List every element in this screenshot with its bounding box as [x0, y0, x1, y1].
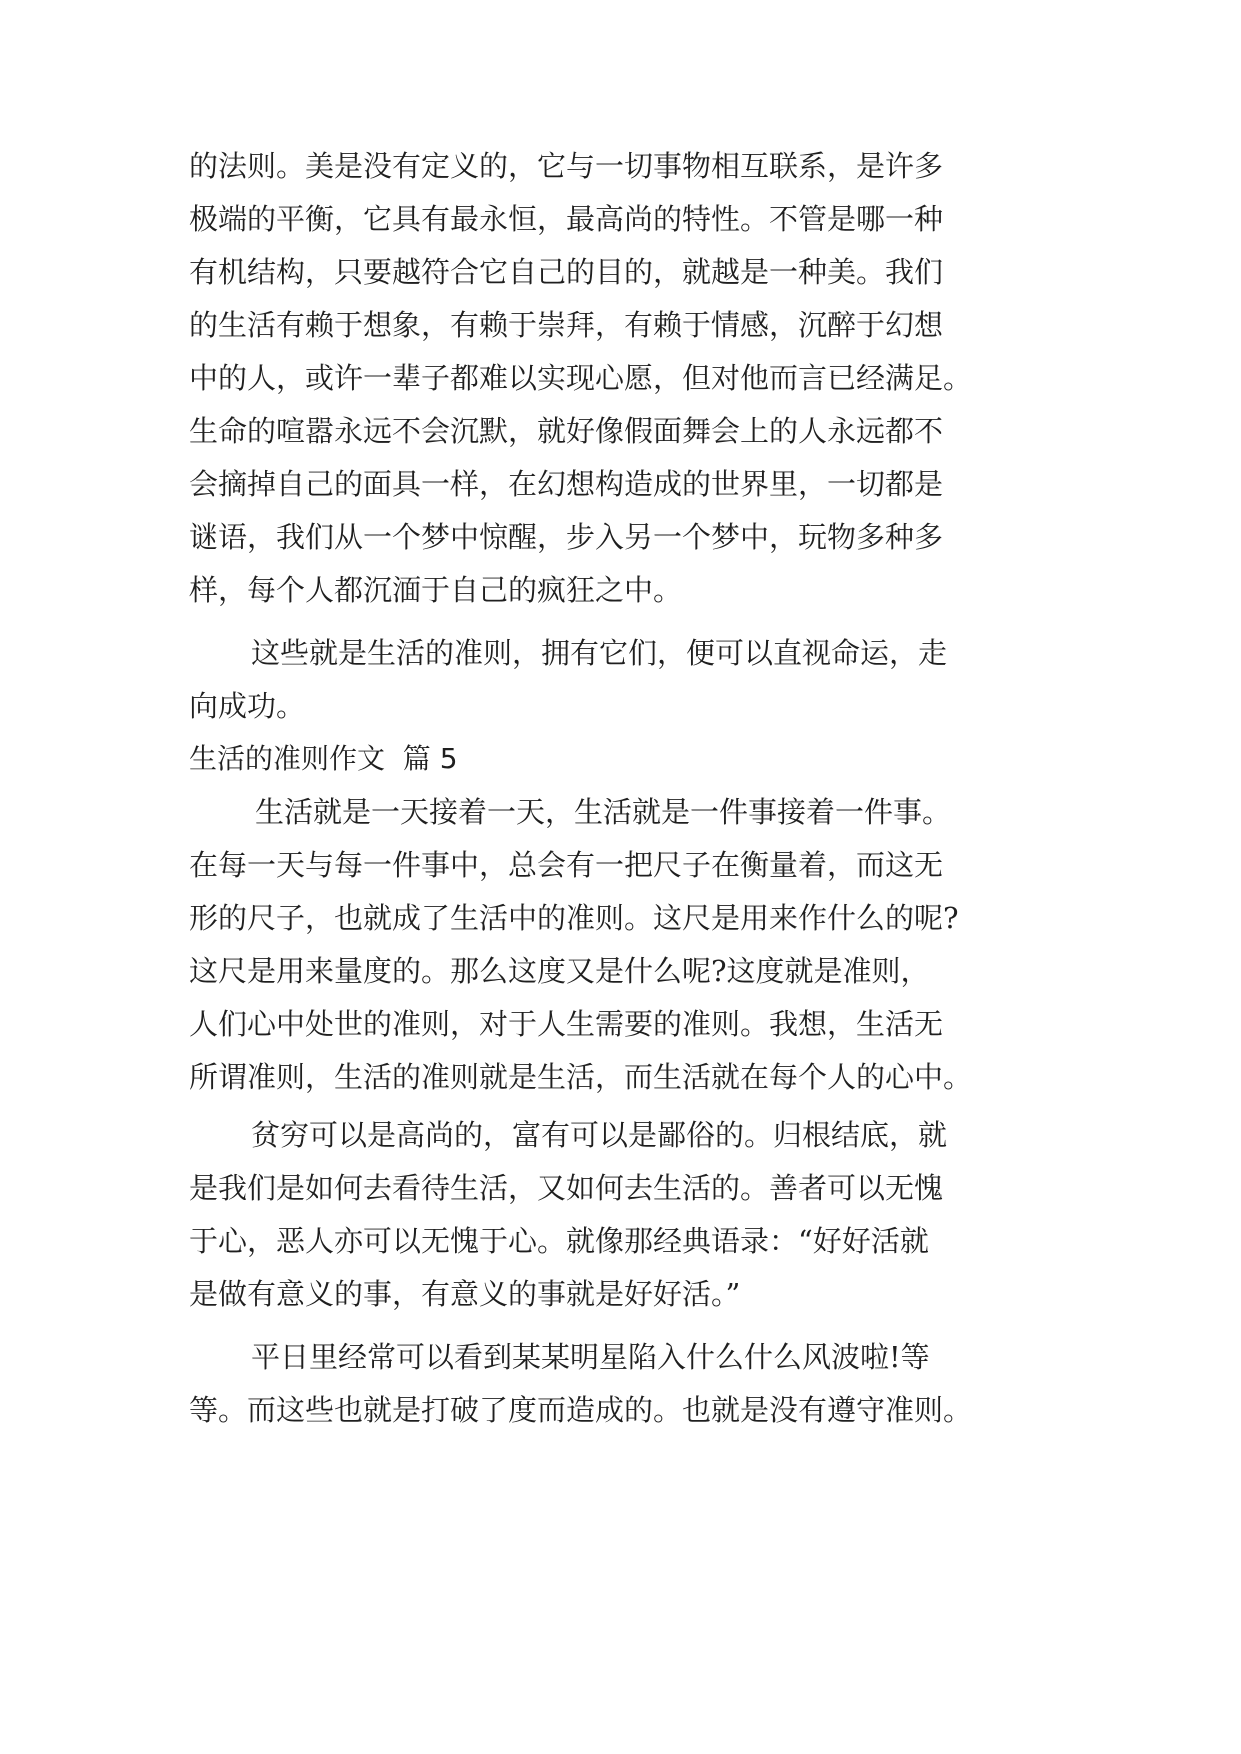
- text-line-3: 有机结构，只要越符合它自己的目的，就越是一种美。我们: [189, 255, 944, 289]
- text-line-16: 这尺是用来量度的。那么这度又是什么呢?这度就是准则，: [189, 954, 930, 988]
- text-line-8: 谜语，我们从一个梦中惊醒，步入另一个梦中，玩物多种多: [189, 520, 944, 554]
- text-line-18: 所谓准则，生活的准则就是生活，而生活就在每个人的心中。: [189, 1060, 973, 1094]
- paragraph-indent-line: 平日里经常可以看到某某明星陷入什么什么风波啦!等: [251, 1340, 930, 1374]
- text-line-20: 是我们是如何去看待生活，又如何去生活的。善者可以无愧: [189, 1171, 944, 1205]
- text-line-24: 等。而这些也就是打破了度而造成的。也就是没有遵守准则。: [189, 1393, 973, 1427]
- text-line-21: 于心，恶人亦可以无愧于心。就像那经典语录：“好好活就: [189, 1224, 929, 1258]
- paragraph-indent-line: 贫穷可以是高尚的，富有可以是鄙俗的。归根结底，就: [251, 1118, 948, 1152]
- text-line-11: 向成功。: [189, 689, 306, 723]
- paragraph-indent-line: 这些就是生活的准则，拥有它们，便可以直视命运，走: [251, 636, 948, 670]
- text-line-14: 在每一天与每一件事中，总会有一把尺子在衡量着，而这无: [189, 848, 944, 882]
- text-line-22: 是做有意义的事，有意义的事就是好好活。”: [189, 1277, 741, 1311]
- section-heading: 生活的准则作文 篇 5: [189, 742, 458, 775]
- text-line-5: 中的人，或许一辈子都难以实现心愿，但对他而言已经满足。: [189, 361, 973, 395]
- text-line-7: 会摘掉自己的面具一样，在幻想构造成的世界里，一切都是: [189, 467, 944, 501]
- paragraph-indent-line: 生活就是一天接着一天，生活就是一件事接着一件事。: [255, 795, 952, 829]
- text-line-17: 人们心中处世的准则，对于人生需要的准则。我想，生活无: [189, 1007, 944, 1041]
- text-line-1: 的法则。美是没有定义的，它与一切事物相互联系，是许多: [189, 149, 944, 183]
- text-line-15: 形的尺子，也就成了生活中的准则。这尺是用来作什么的呢?: [189, 901, 959, 935]
- text-line-4: 的生活有赖于想象，有赖于崇拜，有赖于情感，沉醉于幻想: [189, 308, 944, 342]
- text-line-2: 极端的平衡，它具有最永恒，最高尚的特性。不管是哪一种: [189, 202, 944, 236]
- text-line-9: 样，每个人都沉湎于自己的疯狂之中。: [189, 573, 683, 607]
- text-line-6: 生命的喧嚣永远不会沉默，就好像假面舞会上的人永远都不: [189, 414, 944, 448]
